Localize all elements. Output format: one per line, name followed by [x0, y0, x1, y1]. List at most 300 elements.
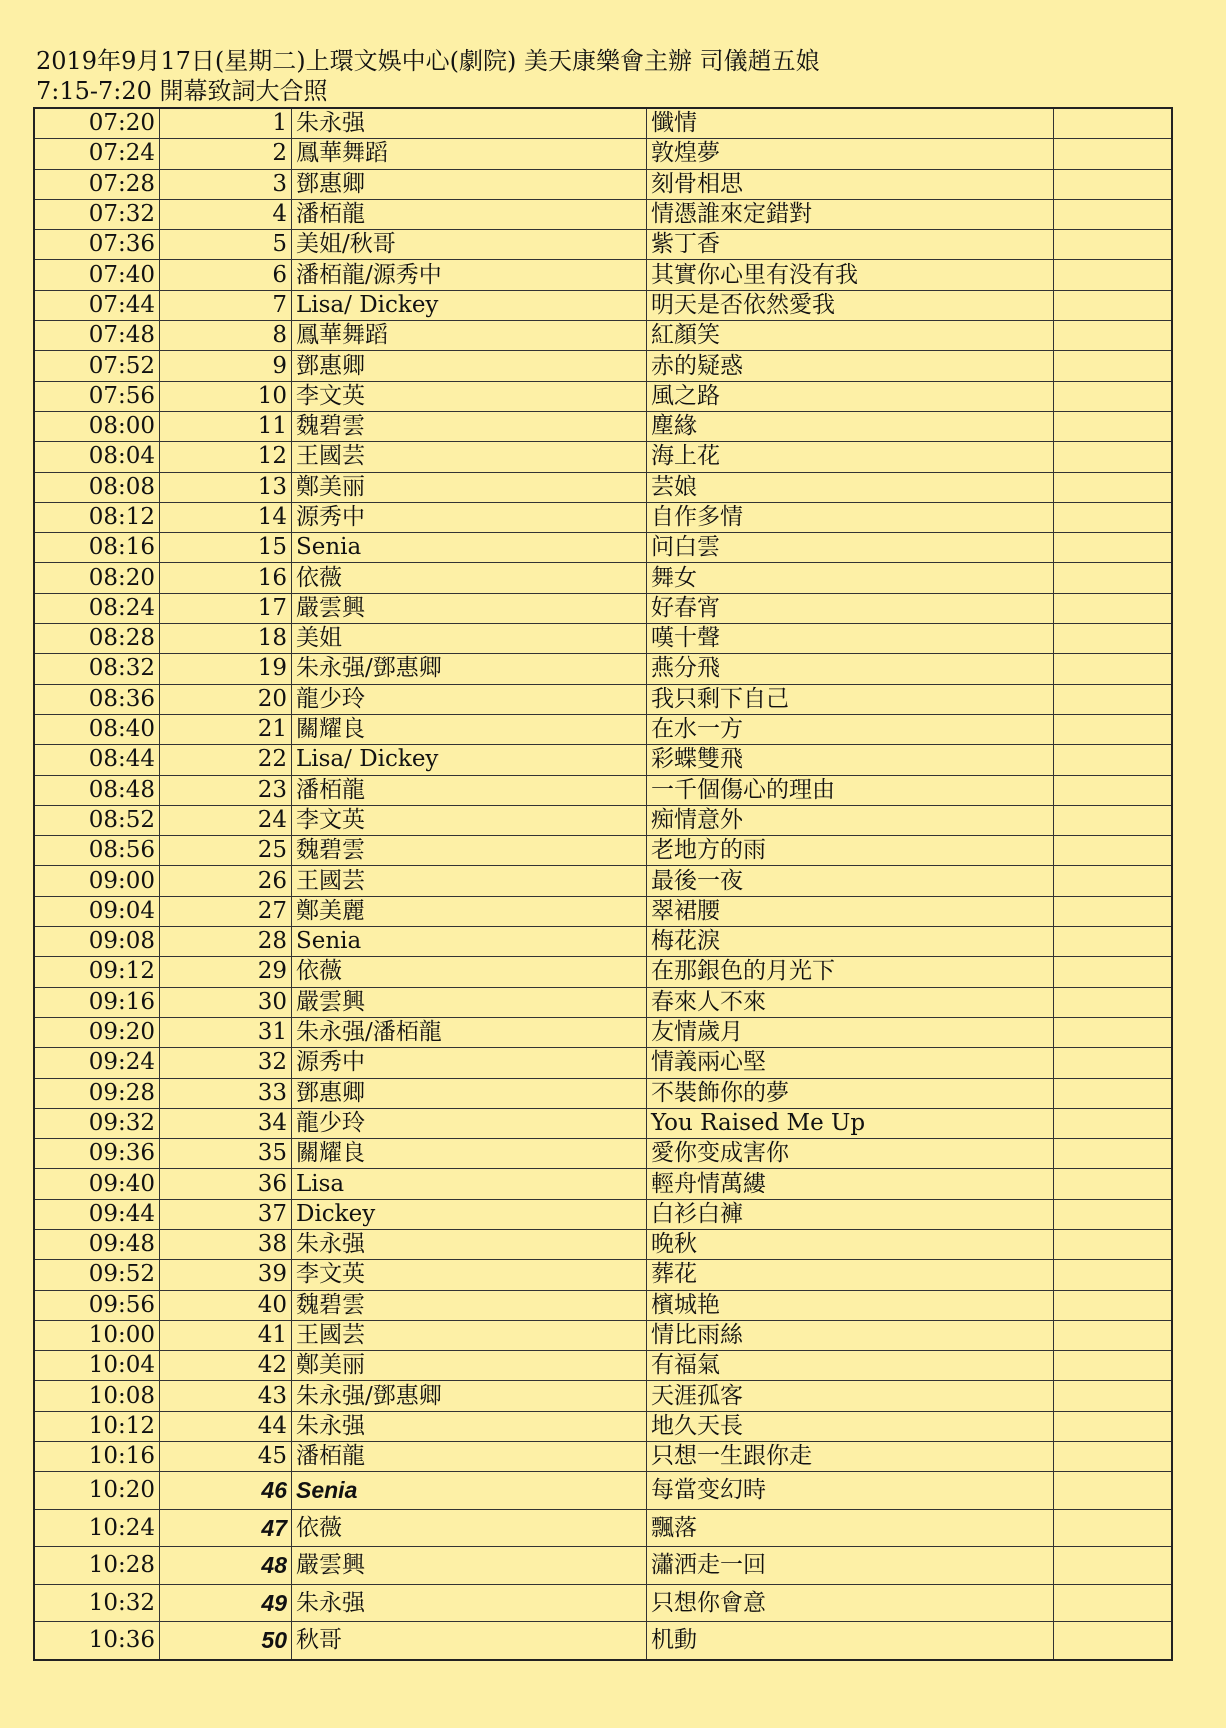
performance-number: 1 — [160, 108, 292, 139]
performance-time: 07:48 — [34, 321, 160, 351]
song-title: 其實你心里有没有我 — [647, 260, 1054, 290]
song-title: 白衫白褲 — [647, 1199, 1054, 1229]
song-title: 只想一生跟你走 — [647, 1442, 1054, 1472]
performance-time: 09:40 — [34, 1169, 160, 1199]
notes-cell — [1054, 593, 1173, 623]
opening-ceremony-line: 7:15-7:20 開幕致詞大合照 — [36, 77, 328, 105]
performance-number: 29 — [160, 957, 292, 987]
performance-number: 32 — [160, 1048, 292, 1078]
performance-number: 42 — [160, 1351, 292, 1381]
performance-time: 08:08 — [34, 472, 160, 502]
song-title: 不裝飾你的夢 — [647, 1078, 1054, 1108]
song-title: 芸娘 — [647, 472, 1054, 502]
performance-number: 45 — [160, 1442, 292, 1472]
schedule-row — [34, 1199, 1172, 1229]
performance-time: 10:24 — [34, 1509, 160, 1547]
notes-cell — [1054, 927, 1173, 957]
schedule-row — [34, 563, 1172, 593]
performance-number: 34 — [160, 1108, 292, 1138]
song-title: 紅顏笑 — [647, 321, 1054, 351]
song-title: 檳城艳 — [647, 1290, 1054, 1320]
performance-number: 33 — [160, 1078, 292, 1108]
performance-time: 10:08 — [34, 1381, 160, 1411]
performance-time: 09:52 — [34, 1260, 160, 1290]
performance-number: 27 — [160, 896, 292, 926]
notes-cell — [1054, 1472, 1173, 1510]
song-title: 塵緣 — [647, 411, 1054, 441]
schedule-row — [34, 1290, 1172, 1320]
song-title: 只想你會意 — [647, 1584, 1054, 1622]
schedule-row — [34, 1260, 1172, 1290]
song-title: 嘆十聲 — [647, 624, 1054, 654]
song-title: 好春宵 — [647, 593, 1054, 623]
performance-time: 09:16 — [34, 987, 160, 1017]
notes-cell — [1054, 260, 1173, 290]
performer-name: 鳳華舞蹈 — [292, 321, 647, 351]
notes-cell — [1054, 957, 1173, 987]
performer-name: 龍少玲 — [292, 684, 647, 714]
performance-time: 08:28 — [34, 624, 160, 654]
performance-number: 3 — [160, 169, 292, 199]
performance-time: 10:20 — [34, 1472, 160, 1510]
performance-number: 38 — [160, 1229, 292, 1259]
song-title: 情義兩心堅 — [647, 1048, 1054, 1078]
performance-number: 26 — [160, 866, 292, 896]
performance-time: 07:44 — [34, 290, 160, 320]
schedule-row — [34, 1411, 1172, 1441]
schedule-row — [34, 1547, 1172, 1585]
performance-number: 5 — [160, 230, 292, 260]
notes-cell — [1054, 230, 1173, 260]
schedule-row — [34, 987, 1172, 1017]
performer-name: 朱永强/鄧惠卿 — [292, 1381, 647, 1411]
performance-number: 25 — [160, 836, 292, 866]
performer-name: 朱永强 — [292, 1584, 647, 1622]
performer-name: 李文英 — [292, 381, 647, 411]
schedule-row — [34, 230, 1172, 260]
schedule-row — [34, 624, 1172, 654]
schedule-row — [34, 654, 1172, 684]
schedule-row — [34, 684, 1172, 714]
notes-cell — [1054, 1547, 1173, 1585]
performance-time: 10:36 — [34, 1622, 160, 1660]
performer-name: 源秀中 — [292, 1048, 647, 1078]
performance-number: 19 — [160, 654, 292, 684]
notes-cell — [1054, 1199, 1173, 1229]
performer-name: 王國芸 — [292, 866, 647, 896]
notes-cell — [1054, 1622, 1173, 1660]
performance-number: 46 — [160, 1472, 292, 1510]
schedule-row — [34, 593, 1172, 623]
performer-name: Senia — [292, 533, 647, 563]
notes-cell — [1054, 866, 1173, 896]
performance-time: 10:04 — [34, 1351, 160, 1381]
performance-number: 4 — [160, 199, 292, 229]
performance-time: 07:32 — [34, 199, 160, 229]
performance-number: 41 — [160, 1320, 292, 1350]
schedule-row — [34, 381, 1172, 411]
song-title: 老地方的雨 — [647, 836, 1054, 866]
notes-cell — [1054, 139, 1173, 169]
performer-name: Dickey — [292, 1199, 647, 1229]
schedule-row — [34, 1472, 1172, 1510]
schedule-row — [34, 1509, 1172, 1547]
notes-cell — [1054, 1381, 1173, 1411]
schedule-row — [34, 896, 1172, 926]
performance-number: 43 — [160, 1381, 292, 1411]
performance-time: 07:40 — [34, 260, 160, 290]
song-title: 一千個傷心的理由 — [647, 775, 1054, 805]
performance-time: 10:00 — [34, 1320, 160, 1350]
schedule-row — [34, 1048, 1172, 1078]
performance-number: 24 — [160, 805, 292, 835]
notes-cell — [1054, 624, 1173, 654]
performer-name: 王國芸 — [292, 1320, 647, 1350]
performer-name: 朱永强 — [292, 108, 647, 139]
performance-time: 08:16 — [34, 533, 160, 563]
performer-name: 鄧惠卿 — [292, 1078, 647, 1108]
performance-time: 10:16 — [34, 1442, 160, 1472]
notes-cell — [1054, 1139, 1173, 1169]
performer-name: 李文英 — [292, 1260, 647, 1290]
notes-cell — [1054, 1411, 1173, 1441]
performance-number: 14 — [160, 502, 292, 532]
performance-number: 22 — [160, 745, 292, 775]
performance-time: 09:24 — [34, 1048, 160, 1078]
schedule-row — [34, 321, 1172, 351]
performance-time: 08:20 — [34, 563, 160, 593]
performer-name: 依薇 — [292, 957, 647, 987]
notes-cell — [1054, 1048, 1173, 1078]
song-title: 每當变幻時 — [647, 1472, 1054, 1510]
schedule-row — [34, 108, 1172, 139]
performance-time: 09:36 — [34, 1139, 160, 1169]
notes-cell — [1054, 321, 1173, 351]
notes-cell — [1054, 1260, 1173, 1290]
event-title: 2019年9月17日(星期二)上環文娛中心(劇院) 美天康樂會主辦 司儀趙五娘 — [36, 47, 820, 75]
song-title: You Raised Me Up — [647, 1108, 1054, 1138]
performer-name: 魏碧雲 — [292, 411, 647, 441]
schedule-row — [34, 805, 1172, 835]
performance-time: 09:32 — [34, 1108, 160, 1138]
performance-number: 11 — [160, 411, 292, 441]
notes-cell — [1054, 896, 1173, 926]
performance-number: 40 — [160, 1290, 292, 1320]
performer-name: 魏碧雲 — [292, 1290, 647, 1320]
performance-time: 09:56 — [34, 1290, 160, 1320]
notes-cell — [1054, 442, 1173, 472]
performance-number: 35 — [160, 1139, 292, 1169]
performer-name: 潘栢龍 — [292, 199, 647, 229]
performance-time: 10:28 — [34, 1547, 160, 1585]
performer-name: 朱永强/鄧惠卿 — [292, 654, 647, 684]
performance-time: 09:20 — [34, 1017, 160, 1047]
notes-cell — [1054, 381, 1173, 411]
song-title: 海上花 — [647, 442, 1054, 472]
schedule-row — [34, 139, 1172, 169]
performer-name: Lisa/ Dickey — [292, 745, 647, 775]
performance-time: 08:48 — [34, 775, 160, 805]
performance-number: 49 — [160, 1584, 292, 1622]
performance-number: 8 — [160, 321, 292, 351]
notes-cell — [1054, 714, 1173, 744]
performance-time: 08:04 — [34, 442, 160, 472]
schedule-row — [34, 775, 1172, 805]
performer-name: Senia — [292, 927, 647, 957]
performance-time: 09:08 — [34, 927, 160, 957]
schedule-row — [34, 472, 1172, 502]
notes-cell — [1054, 108, 1173, 139]
song-title: 葬花 — [647, 1260, 1054, 1290]
song-title: 明天是否依然愛我 — [647, 290, 1054, 320]
notes-cell — [1054, 533, 1173, 563]
song-title: 風之路 — [647, 381, 1054, 411]
song-title: 翠裙腰 — [647, 896, 1054, 926]
song-title: 懺情 — [647, 108, 1054, 139]
schedule-row — [34, 1017, 1172, 1047]
performance-number: 10 — [160, 381, 292, 411]
performer-name: 依薇 — [292, 563, 647, 593]
notes-cell — [1054, 1584, 1173, 1622]
song-title: 刻骨相思 — [647, 169, 1054, 199]
performer-name: 嚴雲興 — [292, 987, 647, 1017]
performer-name: 關耀良 — [292, 1139, 647, 1169]
schedule-row — [34, 957, 1172, 987]
performance-time: 08:56 — [34, 836, 160, 866]
performance-number: 17 — [160, 593, 292, 623]
performance-time: 08:12 — [34, 502, 160, 532]
performance-time: 09:04 — [34, 896, 160, 926]
performance-number: 18 — [160, 624, 292, 654]
performer-name: 鄭美麗 — [292, 896, 647, 926]
performance-time: 09:48 — [34, 1229, 160, 1259]
song-title: 晚秋 — [647, 1229, 1054, 1259]
notes-cell — [1054, 1229, 1173, 1259]
performance-time: 08:36 — [34, 684, 160, 714]
notes-cell — [1054, 1351, 1173, 1381]
schedule-row — [34, 1169, 1172, 1199]
schedule-row — [34, 927, 1172, 957]
performance-time: 08:44 — [34, 745, 160, 775]
notes-cell — [1054, 1169, 1173, 1199]
performance-time: 09:44 — [34, 1199, 160, 1229]
performer-name: 嚴雲興 — [292, 593, 647, 623]
song-title: 輕舟情萬縷 — [647, 1169, 1054, 1199]
notes-cell — [1054, 563, 1173, 593]
performer-name: 王國芸 — [292, 442, 647, 472]
song-title: 情比雨絲 — [647, 1320, 1054, 1350]
notes-cell — [1054, 199, 1173, 229]
song-title: 在那銀色的月光下 — [647, 957, 1054, 987]
performance-number: 6 — [160, 260, 292, 290]
performance-number: 23 — [160, 775, 292, 805]
schedule-row — [34, 745, 1172, 775]
performer-name: 美姐/秋哥 — [292, 230, 647, 260]
performance-time: 07:56 — [34, 381, 160, 411]
performer-name: 鄭美丽 — [292, 1351, 647, 1381]
notes-cell — [1054, 1017, 1173, 1047]
notes-cell — [1054, 169, 1173, 199]
performance-time: 09:00 — [34, 866, 160, 896]
song-title: 舞女 — [647, 563, 1054, 593]
notes-cell — [1054, 805, 1173, 835]
performance-number: 12 — [160, 442, 292, 472]
notes-cell — [1054, 987, 1173, 1017]
performance-number: 20 — [160, 684, 292, 714]
performer-name: Lisa — [292, 1169, 647, 1199]
performer-name: Lisa/ Dickey — [292, 290, 647, 320]
schedule-row — [34, 1320, 1172, 1350]
schedule-body — [34, 108, 1172, 1660]
song-title: 问白雲 — [647, 533, 1054, 563]
performer-name: 源秀中 — [292, 502, 647, 532]
schedule-row — [34, 1351, 1172, 1381]
performer-name: 嚴雲興 — [292, 1547, 647, 1585]
performance-time: 08:32 — [34, 654, 160, 684]
performance-number: 28 — [160, 927, 292, 957]
performance-number: 36 — [160, 1169, 292, 1199]
performer-name: 依薇 — [292, 1509, 647, 1547]
performance-time: 08:24 — [34, 593, 160, 623]
performance-number: 50 — [160, 1622, 292, 1660]
song-title: 赤的疑惑 — [647, 351, 1054, 381]
performance-number: 21 — [160, 714, 292, 744]
performance-number: 30 — [160, 987, 292, 1017]
schedule-row — [34, 1622, 1172, 1660]
schedule-row — [34, 502, 1172, 532]
song-title: 痴情意外 — [647, 805, 1054, 835]
document-header — [36, 46, 1196, 106]
song-title: 机動 — [647, 1622, 1054, 1660]
performance-time: 09:12 — [34, 957, 160, 987]
performance-time: 07:28 — [34, 169, 160, 199]
song-title: 燕分飛 — [647, 654, 1054, 684]
song-title: 瀟洒走一回 — [647, 1547, 1054, 1585]
song-title: 我只剩下自己 — [647, 684, 1054, 714]
song-title: 春來人不來 — [647, 987, 1054, 1017]
schedule-row — [34, 1442, 1172, 1472]
performer-name: 關耀良 — [292, 714, 647, 744]
notes-cell — [1054, 1078, 1173, 1108]
performance-number: 2 — [160, 139, 292, 169]
schedule-row — [34, 1584, 1172, 1622]
song-title: 友情歲月 — [647, 1017, 1054, 1047]
notes-cell — [1054, 1442, 1173, 1472]
performance-number: 37 — [160, 1199, 292, 1229]
performance-time: 07:52 — [34, 351, 160, 381]
performer-name: 潘栢龍 — [292, 1442, 647, 1472]
schedule-row — [34, 836, 1172, 866]
performance-time: 09:28 — [34, 1078, 160, 1108]
performance-time: 10:12 — [34, 1411, 160, 1441]
schedule-row — [34, 260, 1172, 290]
notes-cell — [1054, 1290, 1173, 1320]
performer-name: 魏碧雲 — [292, 836, 647, 866]
performer-name: 鄧惠卿 — [292, 169, 647, 199]
performance-number: 39 — [160, 1260, 292, 1290]
performer-name: Senia — [292, 1472, 647, 1510]
performance-number: 47 — [160, 1509, 292, 1547]
schedule-row — [34, 411, 1172, 441]
schedule-row — [34, 533, 1172, 563]
performance-number: 15 — [160, 533, 292, 563]
performer-name: 鄧惠卿 — [292, 351, 647, 381]
song-title: 彩蝶雙飛 — [647, 745, 1054, 775]
performance-number: 44 — [160, 1411, 292, 1441]
performer-name: 潘栢龍 — [292, 775, 647, 805]
song-title: 天涯孤客 — [647, 1381, 1054, 1411]
song-title: 有福氣 — [647, 1351, 1054, 1381]
schedule-row — [34, 866, 1172, 896]
notes-cell — [1054, 684, 1173, 714]
performance-time: 10:32 — [34, 1584, 160, 1622]
performance-time: 08:00 — [34, 411, 160, 441]
performer-name: 美姐 — [292, 624, 647, 654]
notes-cell — [1054, 1108, 1173, 1138]
performance-time: 07:24 — [34, 139, 160, 169]
schedule-row — [34, 1381, 1172, 1411]
performance-time: 08:52 — [34, 805, 160, 835]
notes-cell — [1054, 745, 1173, 775]
notes-cell — [1054, 472, 1173, 502]
schedule-row — [34, 199, 1172, 229]
performer-name: 李文英 — [292, 805, 647, 835]
performer-name: 朱永强 — [292, 1229, 647, 1259]
program-schedule-table — [33, 107, 1173, 1661]
schedule-row — [34, 1229, 1172, 1259]
song-title: 梅花淚 — [647, 927, 1054, 957]
performer-name: 朱永强/潘栢龍 — [292, 1017, 647, 1047]
performance-number: 48 — [160, 1547, 292, 1585]
song-title: 敦煌夢 — [647, 139, 1054, 169]
schedule-row — [34, 442, 1172, 472]
schedule-row — [34, 290, 1172, 320]
song-title: 情憑誰來定錯對 — [647, 199, 1054, 229]
performance-number: 16 — [160, 563, 292, 593]
notes-cell — [1054, 351, 1173, 381]
performer-name: 秋哥 — [292, 1622, 647, 1660]
notes-cell — [1054, 836, 1173, 866]
notes-cell — [1054, 775, 1173, 805]
notes-cell — [1054, 1509, 1173, 1547]
performance-number: 9 — [160, 351, 292, 381]
performance-time: 07:36 — [34, 230, 160, 260]
performance-number: 7 — [160, 290, 292, 320]
schedule-row — [34, 1078, 1172, 1108]
schedule-row — [34, 714, 1172, 744]
schedule-row — [34, 169, 1172, 199]
schedule-row — [34, 1139, 1172, 1169]
song-title: 愛你变成害你 — [647, 1139, 1054, 1169]
performer-name: 鄭美丽 — [292, 472, 647, 502]
performance-number: 31 — [160, 1017, 292, 1047]
schedule-row — [34, 1108, 1172, 1138]
performer-name: 龍少玲 — [292, 1108, 647, 1138]
notes-cell — [1054, 1320, 1173, 1350]
notes-cell — [1054, 502, 1173, 532]
song-title: 飄落 — [647, 1509, 1054, 1547]
song-title: 地久天長 — [647, 1411, 1054, 1441]
performer-name: 鳳華舞蹈 — [292, 139, 647, 169]
song-title: 自作多情 — [647, 502, 1054, 532]
performance-number: 13 — [160, 472, 292, 502]
notes-cell — [1054, 290, 1173, 320]
performance-time: 08:40 — [34, 714, 160, 744]
performer-name: 朱永强 — [292, 1411, 647, 1441]
notes-cell — [1054, 654, 1173, 684]
song-title: 紫丁香 — [647, 230, 1054, 260]
performer-name: 潘栢龍/源秀中 — [292, 260, 647, 290]
